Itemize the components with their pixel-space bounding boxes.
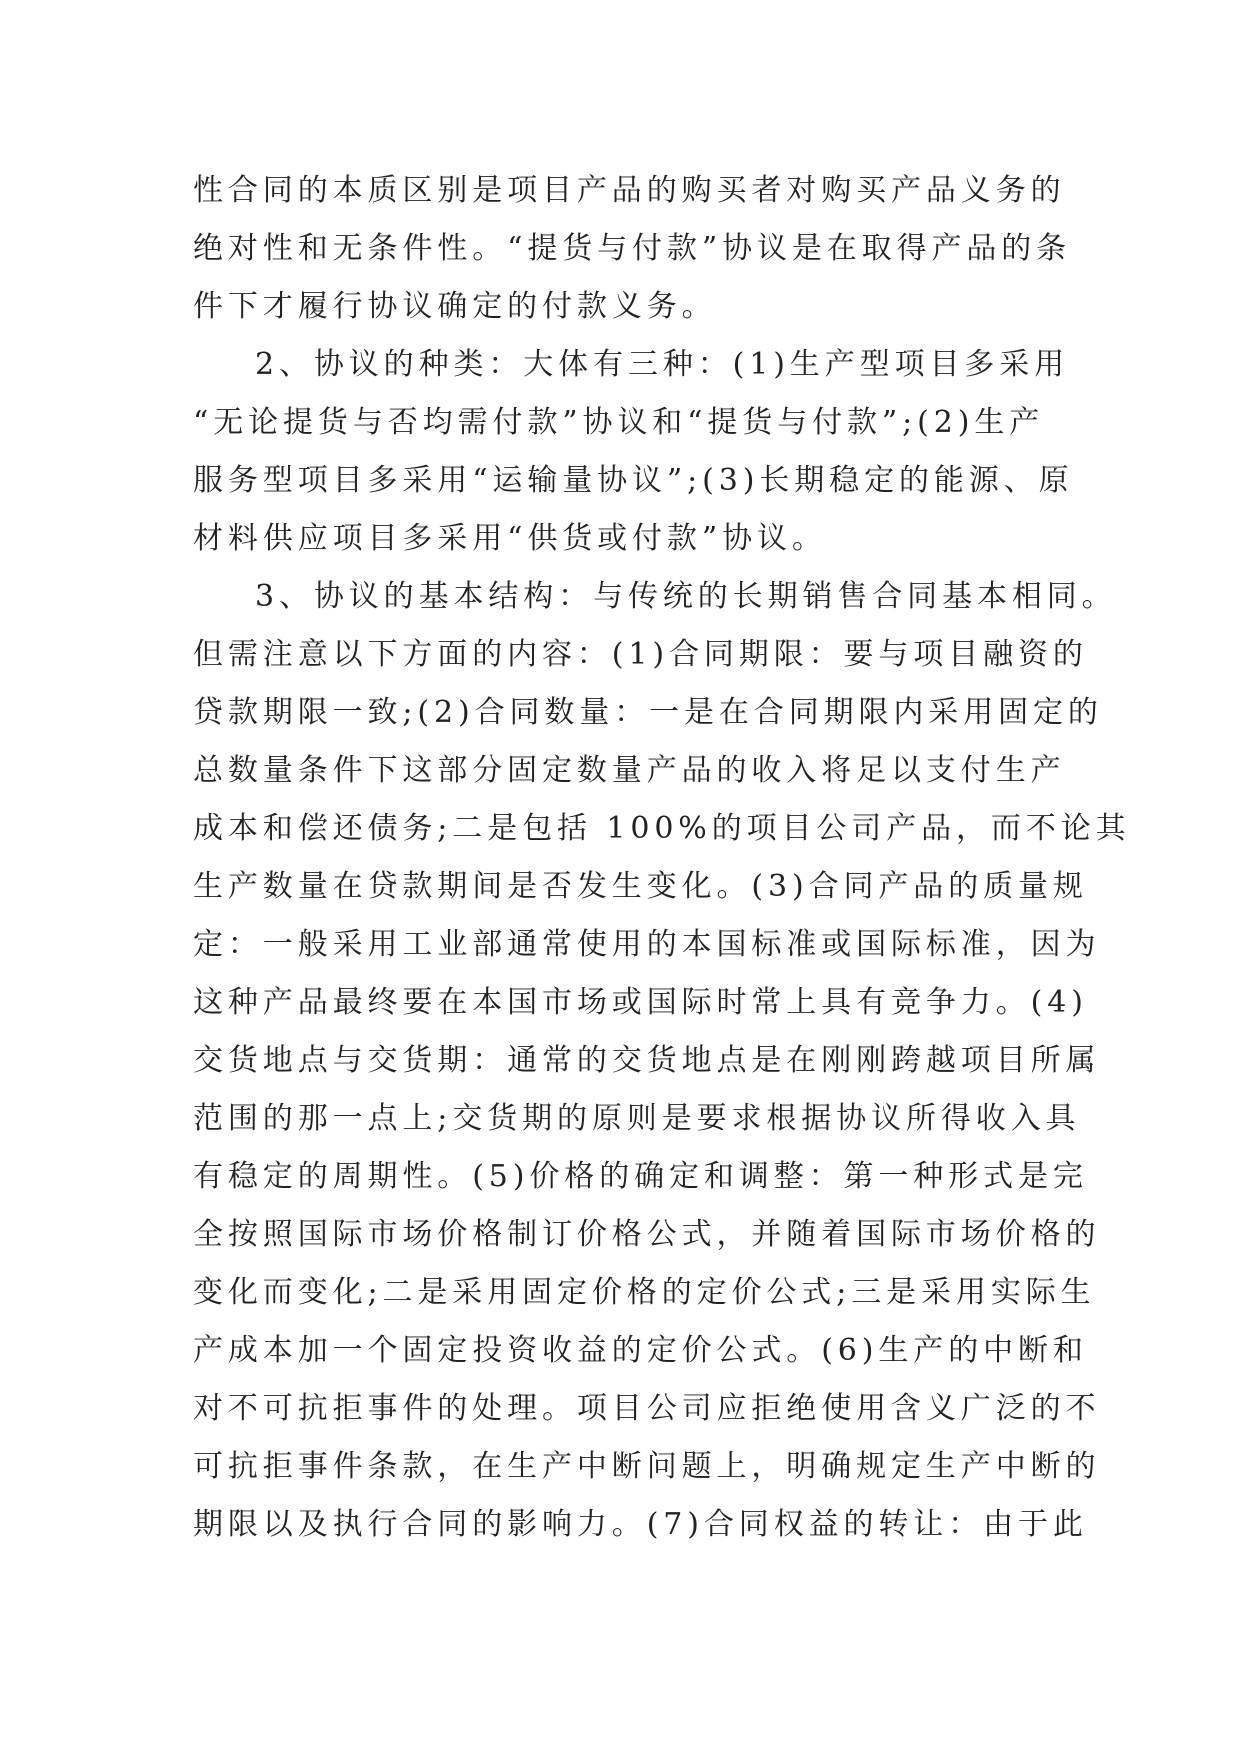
text-line: 贷款期限一致;(2)合同数量：一是在合同期限内采用固定的 <box>193 695 1103 730</box>
text-line: 但需注意以下方面的内容：(1)合同期限：要与项目融资的 <box>193 637 1088 672</box>
text-line: 期限以及执行合同的影响力。(7)合同权益的转让：由于此 <box>193 1507 1088 1542</box>
paragraph-start-line: 2、协议的种类：大体有三种：(1)生产型项目多采用 <box>255 347 1070 382</box>
text-line: 交货地点与交货期：通常的交货地点是在刚刚跨越项目所属 <box>193 1043 1101 1078</box>
text-line: 这种产品最终要在本国市场或国际时常上具有竞争力。(4) <box>193 985 1088 1020</box>
text-line: 可抗拒事件条款，在生产中断问题上，明确规定生产中断的 <box>193 1449 1101 1484</box>
text-line: “无论提货与否均需付款”协议和“提货与付款”;(2)生产 <box>193 405 1045 440</box>
text-line: 范围的那一点上;交货期的原则是要求根据协议所得收入具 <box>193 1101 1081 1136</box>
text-line: 有稳定的周期性。(5)价格的确定和调整：第一种形式是完 <box>193 1159 1088 1194</box>
text-line: 定：一般采用工业部通常使用的本国标准或国际标准，因为 <box>193 927 1101 962</box>
text-line: 产成本加一个固定投资收益的定价公式。(6)生产的中断和 <box>193 1333 1088 1368</box>
body-text <box>193 162 1131 1554</box>
text-line: 变化而变化;二是采用固定价格的定价公式;三是采用实际生 <box>193 1275 1096 1310</box>
text-line: 总数量条件下这部分固定数量产品的收入将足以支付生产 <box>193 753 1066 788</box>
text-line: 成本和偿还债务;二是包括 100%的项目公司产品，而不论其 <box>193 811 1131 846</box>
text-line: 服务型项目多采用“运输量协议”;(3)长期稳定的能源、原 <box>193 463 1074 498</box>
text-line: 材料供应项目多采用“供货或付款”协议。 <box>193 521 827 556</box>
text-line: 全按照国际市场价格制订价格公式，并随着国际市场价格的 <box>193 1217 1101 1252</box>
text-line: 性合同的本质区别是项目产品的购买者对购买产品义务的 <box>193 173 1066 208</box>
text-line: 生产数量在贷款期间是否发生变化。(3)合同产品的质量规 <box>193 869 1088 904</box>
text-line: 件下才履行协议确定的付款义务。 <box>193 289 717 324</box>
text-line: 对不可抗拒事件的处理。项目公司应拒绝使用含义广泛的不 <box>193 1391 1101 1426</box>
text-line: 绝对性和无条件性。“提货与付款”协议是在取得产品的条 <box>193 231 1072 266</box>
paragraph-start-line: 3、协议的基本结构：与传统的长期销售合同基本相同。 <box>255 579 1117 614</box>
